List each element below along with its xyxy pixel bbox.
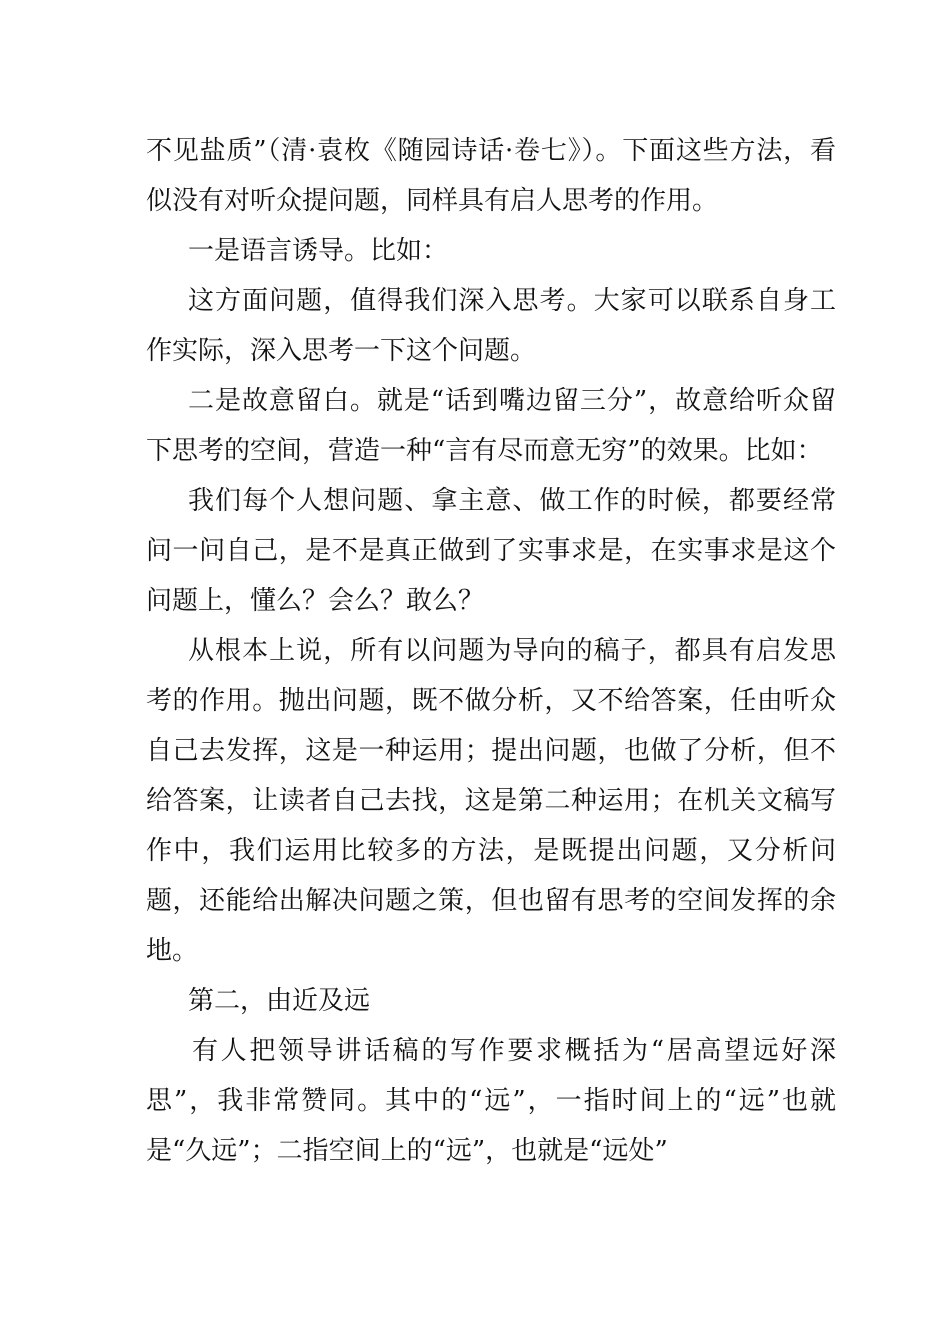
paragraph-method-one: 一是语言诱导。比如：: [188, 236, 449, 266]
paragraph-example-one: 这方面问题，值得我们深入思考。大家可以联系自身工作实际，深入思考一下这个问题。: [146, 286, 836, 366]
section-heading-second: 第二，由近及远: [188, 986, 371, 1016]
paragraph-summary: 从根本上说，所有以问题为导向的稿子，都具有启发思考的作用。抛出问题，既不做分析，又不给答案，任由听众自己去发挥，这是一种运用；提出问题，也做了分析，但不给答案，让读者自己去找，这是第二种运用；在机关文稿写作中，我们运用比较多的方法，是既提出问题，又分析问题，还能给出解决问题之策，但也留有思考的空间发挥的余地。: [146, 636, 836, 966]
body-text: [146, 126, 836, 1176]
paragraph-continuation: 不见盐质”（清·袁枚《随园诗话·卷七》）。下面这些方法，看似没有对听众提问题，同样具有启人思考的作用。: [146, 136, 836, 216]
paragraph-method-two: 二是故意留白。就是“话到嘴边留三分”，故意给听众留下思考的空间，营造一种“言有尽而意无穷”的效果。比如：: [146, 386, 836, 466]
paragraph-example-two: 我们每个人想问题、拿主意、做工作的时候，都要经常问一问自己，是不是真正做到了实事求是，在实事求是这个问题上，懂么？会么？敢么？: [146, 486, 836, 616]
paragraph-section-two-intro: 有人把领导讲话稿的写作要求概括为“居高望远好深思”，我非常赞同。其中的“远”，一指时间上的“远”也就是“久远”；二指空间上的“远”，也就是“远处”: [146, 1036, 836, 1166]
